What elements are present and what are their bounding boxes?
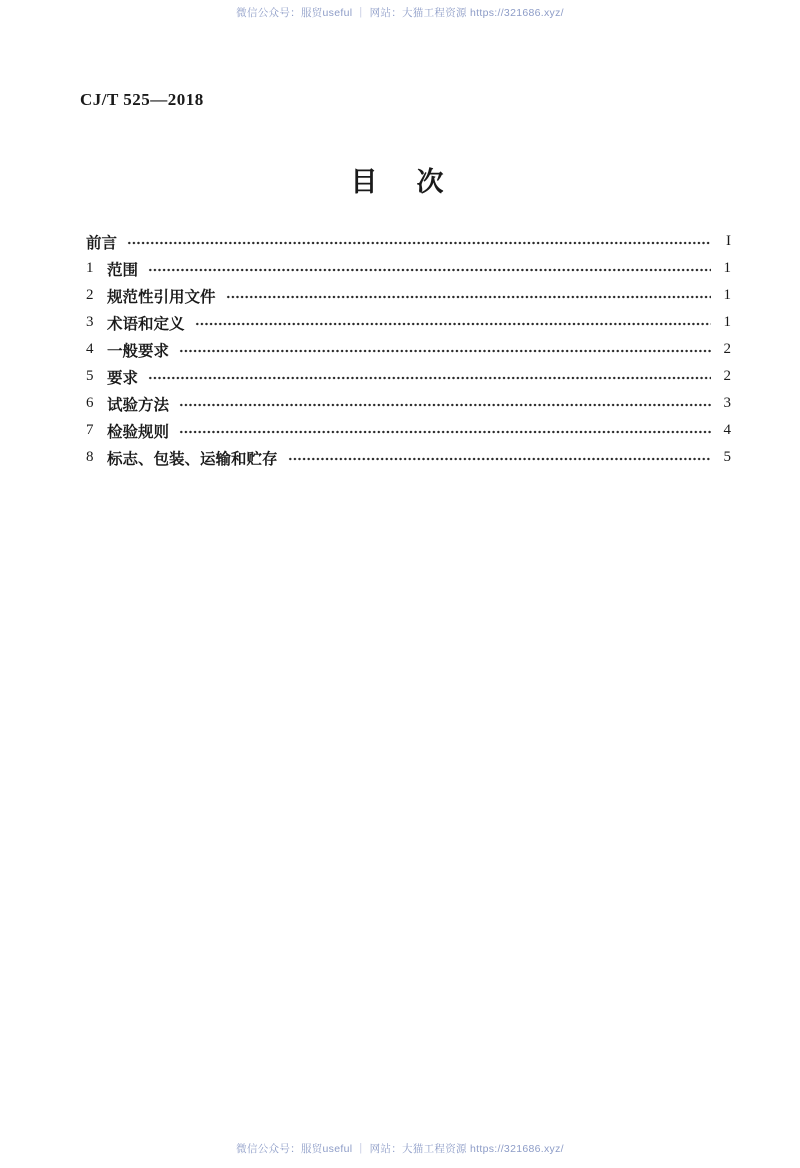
toc-page-number: 3: [723, 395, 731, 411]
toc-entry-label: 一般要求: [107, 342, 170, 360]
toc-leader-dots: [226, 292, 711, 302]
toc-row: [86, 390, 731, 417]
toc-entry-number: 3: [86, 314, 94, 330]
toc-entry-number: 5: [86, 368, 94, 384]
watermark-top: 微信公众号：服贸useful ｜ 网站：大猫工程资源 https://321686.xyz/: [236, 7, 564, 19]
toc-leader-dots: [179, 427, 711, 437]
toc-entry-label: 要求: [107, 369, 139, 387]
toc-entry-label: 试验方法: [107, 396, 170, 414]
toc-entry-number: 7: [86, 422, 94, 438]
toc-row: [86, 417, 731, 444]
toc-page-number: 4: [723, 422, 731, 438]
toc-leader-dots: [179, 400, 711, 410]
toc-entry-number: 2: [86, 287, 94, 303]
toc-leader-dots: [148, 265, 711, 275]
toc-row: [86, 444, 731, 471]
toc-entry-number: 8: [86, 449, 94, 465]
toc-entry-label: 规范性引用文件: [107, 288, 216, 306]
watermark-bottom: 微信公众号：服贸useful ｜ 网站：大猫工程资源 https://321686.xyz/: [236, 1143, 564, 1155]
toc-leader-dots: [288, 454, 711, 464]
toc-page-number: 2: [723, 341, 731, 357]
toc-row: [86, 336, 731, 363]
toc-leader-dots: [195, 319, 711, 329]
toc-leader-dots: [179, 346, 711, 356]
toc-row: [86, 363, 731, 390]
standard-number: CJ/T 525—2018: [80, 90, 204, 109]
toc-row: [86, 228, 731, 255]
toc-page-number: I: [726, 233, 731, 249]
toc-entry-label: 范围: [107, 261, 139, 279]
toc-entry-label: 术语和定义: [107, 315, 185, 333]
toc-entry-label: 前言: [86, 234, 118, 252]
toc-leader-dots: [127, 238, 711, 248]
toc-entry-number: 4: [86, 341, 94, 357]
toc-page-number: 1: [723, 287, 731, 303]
toc-entry-number: 1: [86, 260, 94, 276]
toc-entry-label: 标志、包装、运输和贮存: [107, 450, 278, 468]
toc-page-number: 2: [723, 368, 731, 384]
toc-row: [86, 255, 731, 282]
toc-title: 目 次: [350, 167, 450, 197]
toc-entry-label: 检验规则: [107, 423, 170, 441]
toc-page-number: 1: [723, 260, 731, 276]
toc-leader-dots: [148, 373, 711, 383]
toc-list: [86, 228, 731, 471]
toc-row: [86, 282, 731, 309]
toc-page-number: 1: [723, 314, 731, 330]
toc-page-number: 5: [723, 449, 731, 465]
toc-entry-number: 6: [86, 395, 94, 411]
toc-row: [86, 309, 731, 336]
